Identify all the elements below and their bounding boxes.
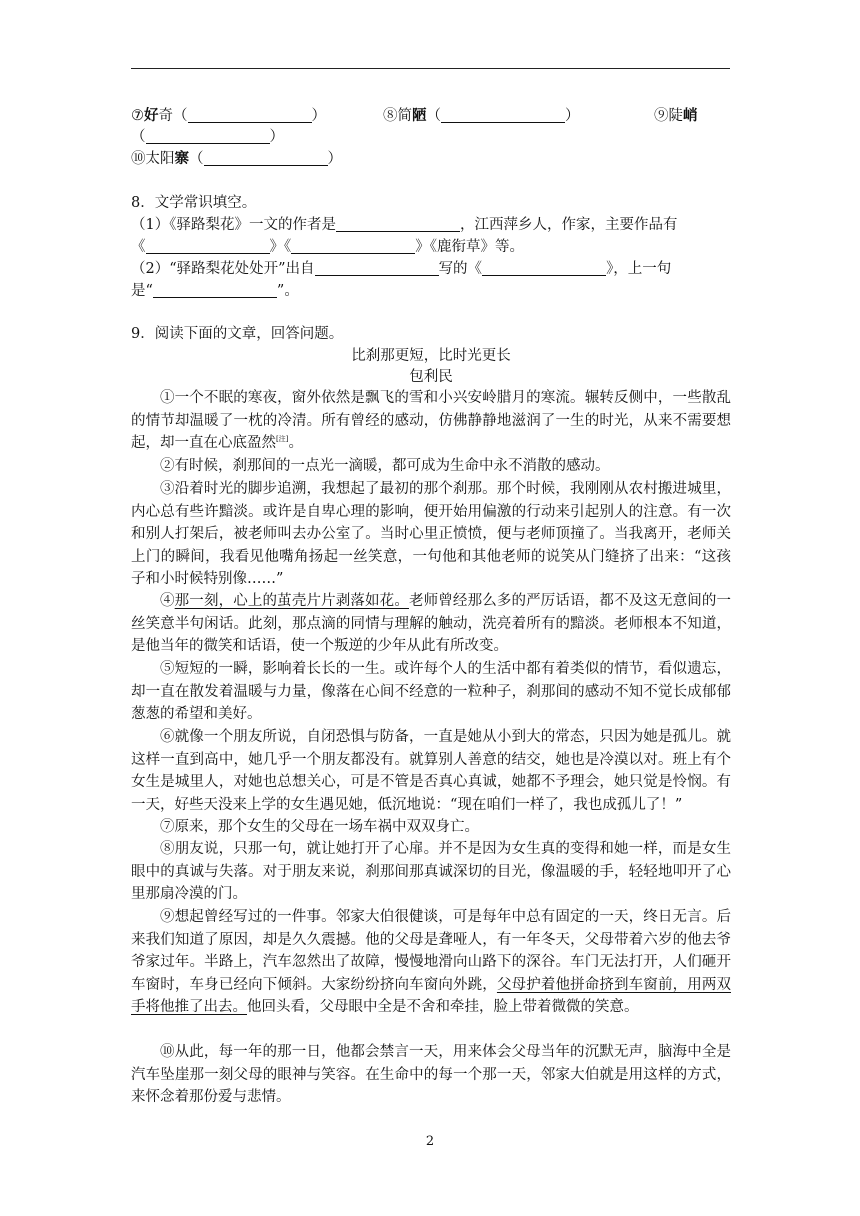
- article-paragraph-9: ⑨想起曾经写过的一件事。邻家大伯很健谈，可是每年中总有固定的一天，终日无言。后来我们知道了原因，却是久久震撼。他的父母是聋哑人，有一年冬天，父母带着六岁的他去爷爷家过年。半路上，汽车忽然出了故障，慢慢地滑向山路下的深谷。车门无法打开，人们砸开车窗时，车身已经向下倾斜。大家纷纷挤向车窗向外跳，父母护着他拼命挤到车窗前，用两双手将他推了出去。他回头看，父母眼中全是不舍和牵挂，脸上带着微微的笑意。: [131, 909, 731, 1015]
- article-paragraph-3: ③沿着时光的脚步追溯，我想起了最初的那个刹那。那个时候，我刚刚从农村搬进城里，内心总有些许黯淡。或许是自卑心理的影响，便开始用偏激的行动来引起别人的注意。有一次和别人打架后，被老师叫去办公室了。当时心里正愤愤，便与老师顶撞了。当我离开，老师关上门的瞬间，我看见他嘴角扬起一丝笑意，一句他和其他老师的说笑从门缝挤了出来：“这孩子和小时候特别像……”: [131, 481, 731, 587]
- question-8-title: 8．文学常识填空。: [131, 195, 257, 211]
- page-number: 2: [425, 1134, 435, 1149]
- answer-blank[interactable]: [441, 107, 565, 123]
- underlined-sentence: 那一刻，心上的茧壳片片剥落如花。: [174, 593, 409, 609]
- article-paragraph-4: ④那一刻，心上的茧壳片片剥落如花。老师曾经那么多的严厉话语，都不及这无意间的一丝笑意半句闲话。此刻，那点滴的同情与理解的触动，洗亮着所有的黯淡。老师根本不知道，是他当年的微笑和话语，使一个叛逆的少年从此有所改变。: [131, 593, 732, 654]
- article-paragraph-2: ②有时候，刹那间的一点光一滴暖，都可成为生命中永不消散的感动。: [160, 458, 610, 474]
- article-paragraph-7: ⑦原来，那个女生的父母在一场车祸中双双身亡。: [160, 819, 479, 835]
- answer-blank[interactable]: [146, 128, 270, 144]
- question-9-title: 9．阅读下面的文章，回答问题。: [131, 326, 344, 342]
- answer-blank[interactable]: [291, 238, 415, 254]
- article-paragraph-1: ①一个不眠的寒夜，窗外依然是飘飞的雪和小兴安岭腊月的寒流。辗转反侧中，一些散乱的情节却温暖了一枕的冷清。所有曾经的感动，仿佛静静地滋润了一生的时光，从来不需要想起，却一直在心底盈然[注]。: [131, 390, 731, 451]
- article-paragraph-10: ⑩从此，每一年的那一日，他都会禁言一天，用来体会父母当年的沉默无声，脑海中全是汽车坠崖那一刻父母的眼神与笑容。在生命中的每一个那一天，邻家大伯就是用这样的方式，来怀念着那份爱与悲情。: [131, 1044, 731, 1105]
- answer-blank[interactable]: [204, 150, 328, 166]
- article-title: 比刹那更短，比时光更长: [351, 348, 511, 364]
- vocab-item-8: ⑧简陋（ ）: [383, 107, 580, 124]
- header-rule: [131, 68, 730, 69]
- question-8-line-1: （1）《驿路梨花》一文的作者是 ，江西萍乡人，作家，主要作品有: [131, 217, 678, 233]
- vocab-item-10: ⑩太阳寨（ ）: [131, 150, 342, 167]
- article-paragraph-8: ⑧朋友说，只那一句，就让她打开了心扉。并不是因为女生真的变得和她一样，而是女生眼中的真诚与失落。对于朋友来说，刹那间那真诚深切的目光，像温暖的手，轻轻地叩开了心里那扇冷漠的门。: [131, 841, 731, 902]
- article-author: 包利民: [409, 369, 453, 385]
- answer-blank[interactable]: [146, 238, 270, 254]
- vocab-item-9: ⑨陡峭: [654, 107, 698, 124]
- question-8-line-4: 是“ ”。: [131, 283, 299, 299]
- question-8-line-2: 《 》《 》《鹿衔草》等。: [131, 239, 524, 255]
- question-8-line-3: （2）“驿路梨花处处开”出自 写的《 》，上一句: [131, 261, 672, 277]
- vocab-item-7: ⑦好奇（ ）: [131, 107, 326, 124]
- underlined-sentence: 父母护着他拼命挤到车窗前，用两双手将他推了出去。: [131, 976, 731, 1015]
- footnote-marker: [注]: [276, 435, 289, 443]
- answer-blank[interactable]: [188, 107, 312, 123]
- vocab-item-9-answer: （ ）: [131, 129, 284, 145]
- answer-blank[interactable]: [482, 260, 606, 276]
- answer-blank[interactable]: [336, 216, 460, 232]
- article-paragraph-5: ⑤短短的一瞬，影响着长长的一生。或许每个人的生活中都有着类似的情节，看似遗忘，却一直在散发着温暖与力量，像落在心间不经意的一粒种子，刹那间的感动不知不觉长成郁郁葱葱的希望和美好。: [131, 661, 731, 722]
- answer-blank[interactable]: [315, 260, 439, 276]
- article-paragraph-6: ⑥就像一个朋友所说，自闭恐惧与防备，一直是她从小到大的常态，只因为她是孤儿。就这样一直到高中，她几乎一个朋友都没有。就算别人善意的结交，她也是冷漠以对。班上有个女生是城里人，对她也总想关心，可是不管是否真心真诚，她都不予理会，她只觉是怜悯。有一天，好些天没来上学的女生遇见她，低沉地说：“现在咱们一样了，我也成孤儿了！”: [131, 729, 731, 813]
- answer-blank[interactable]: [153, 282, 277, 298]
